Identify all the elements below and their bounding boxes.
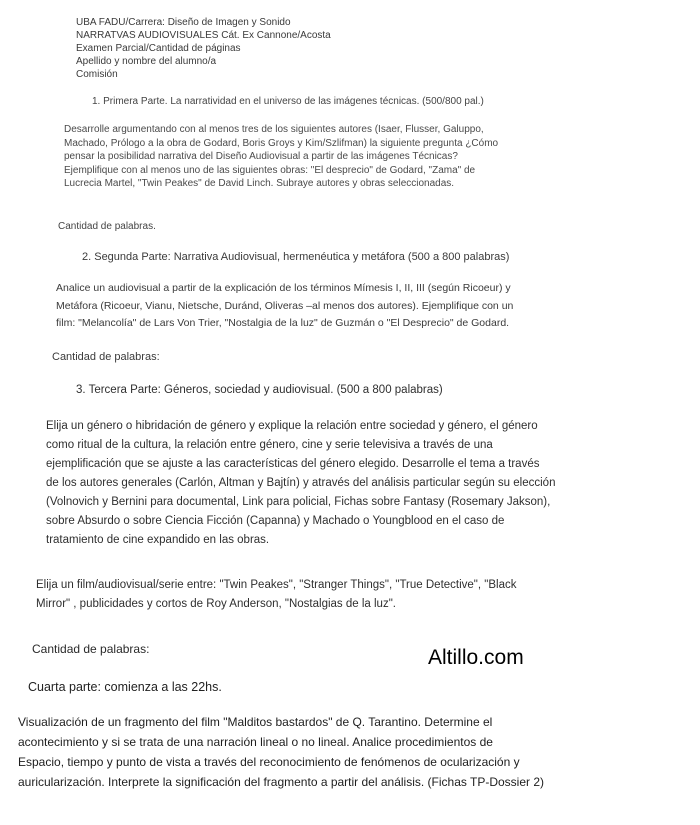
part2-word-count: Cantidad de palabras: — [52, 351, 160, 363]
part3-line: (Volnovich y Bernini para documental, Link para policial, Fichas sobre Fantasy (Rosemary Jakson), — [46, 496, 551, 508]
part1-word-count: Cantidad de palabras. — [58, 221, 156, 232]
part4-line: Visualización de un fragmento del film "Malditos bastardos" de Q. Tarantino. Determine el — [18, 715, 493, 729]
header-line: Apellido y nombre del alumno/a — [76, 56, 217, 67]
part1-line: Machado, Prólogo a la obra de Godard, Boris Groys y Kim/Szlifman) la siguiente pregunta ¿Cómo — [64, 137, 499, 149]
part3-choose-line: Elija un film/audiovisual/serie entre: "Twin Peakes", "Stranger Things", "True Detective", "Black — [36, 579, 517, 591]
part3-line: ejemplificación que se ajuste a las características del género elegido. Desarrolle el tema a través — [46, 458, 540, 470]
part2-body — [56, 280, 636, 333]
part4-line: auricularización. Interprete la significación del fragmento a partir del análisis. (Fichas TP-Dossier 2) — [18, 775, 545, 789]
part1-line: Lucrecia Martel, "Twin Peakes" de David Linch. Subraye autores y obras seleccionadas. — [64, 178, 455, 189]
part1-heading: 1. Primera Parte. La narratividad en el universo de las imágenes técnicas. (500/800 pal.) — [92, 96, 484, 107]
part2-line: film: "Melancolía" de Lars Von Trier, "Nostalgia de la luz" de Guzmán o "El Desprecio" de Godard. — [56, 317, 510, 329]
part1-line: pensar la posibilidad narrativa del Diseño Audiovisual a partir de las imágenes Técnicas? — [64, 151, 458, 162]
part3-choose-line: Mirror" , publicidades y cortos de Roy Anderson, "Nostalgias de la luz". — [36, 598, 396, 610]
part3-line: de los autores generales (Carlón, Altman y Bajtín) y através del análisis particular según su elección — [46, 477, 556, 489]
part3-body — [46, 417, 666, 550]
part1-line: Ejemplifique con al menos uno de las siguientes obras: "El desprecio" de Godard, "Zama" de — [64, 164, 476, 176]
part2-line: Analice un audiovisual a partir de la explicación de los términos Mímesis I, II, III (según Ricoeur) y — [56, 282, 511, 294]
part4-line: Espacio, tiempo y punto de vista a través del reconocimiento de fenómenos de ocularización y — [18, 755, 520, 769]
part3-heading: 3. Tercera Parte: Géneros, sociedad y audiovisual. (500 a 800 palabras) — [76, 384, 443, 396]
part4-body — [18, 712, 694, 792]
part3-line: tratamiento de cine expandido en las obras. — [46, 534, 270, 546]
exam-header — [76, 16, 331, 81]
part3-line: sobre Absurdo o sobre Ciencia Ficción (Capanna) y Machado o Youngblood en el caso de — [46, 515, 505, 527]
part3-choose — [36, 576, 676, 614]
part4-heading: Cuarta parte: comienza a las 22hs. — [28, 680, 222, 694]
header-line: UBA FADU/Carrera: Diseño de Imagen y Sonido — [76, 17, 291, 28]
part4-line: acontecimiento y si se trata de una narración lineal o no lineal. Analice procedimientos de — [18, 735, 493, 749]
part2-heading: 2. Segunda Parte: Narrativa Audiovisual, hermenéutica y metáfora (500 a 800 palabras) — [82, 251, 510, 263]
header-line: Examen Parcial/Cantidad de páginas — [76, 43, 241, 54]
watermark: Altillo.com — [428, 646, 524, 669]
part1-line: Desarrolle argumentando con al menos tres de los siguientes autores (Isaer, Flusser, Galuppo, — [64, 124, 484, 135]
part3-word-count: Cantidad de palabras: — [32, 642, 150, 656]
header-line: Comisión — [76, 69, 118, 80]
part2-line: Metáfora (Ricoeur, Vianu, Nietsche, Duránd, Oliveras –al menos dos autores). Ejemplifique con un — [56, 299, 514, 312]
part3-line: como ritual de la cultura, la relación entre género, cine y serie televisiva a través de una — [46, 439, 493, 451]
part3-line: Elija un género o hibridación de género y explique la relación entre sociedad y género, el género — [46, 420, 538, 432]
part1-body — [64, 123, 624, 191]
header-line: NARRATVAS AUDIOVISUALES Cát. Ex Cannone/Acosta — [76, 30, 331, 41]
